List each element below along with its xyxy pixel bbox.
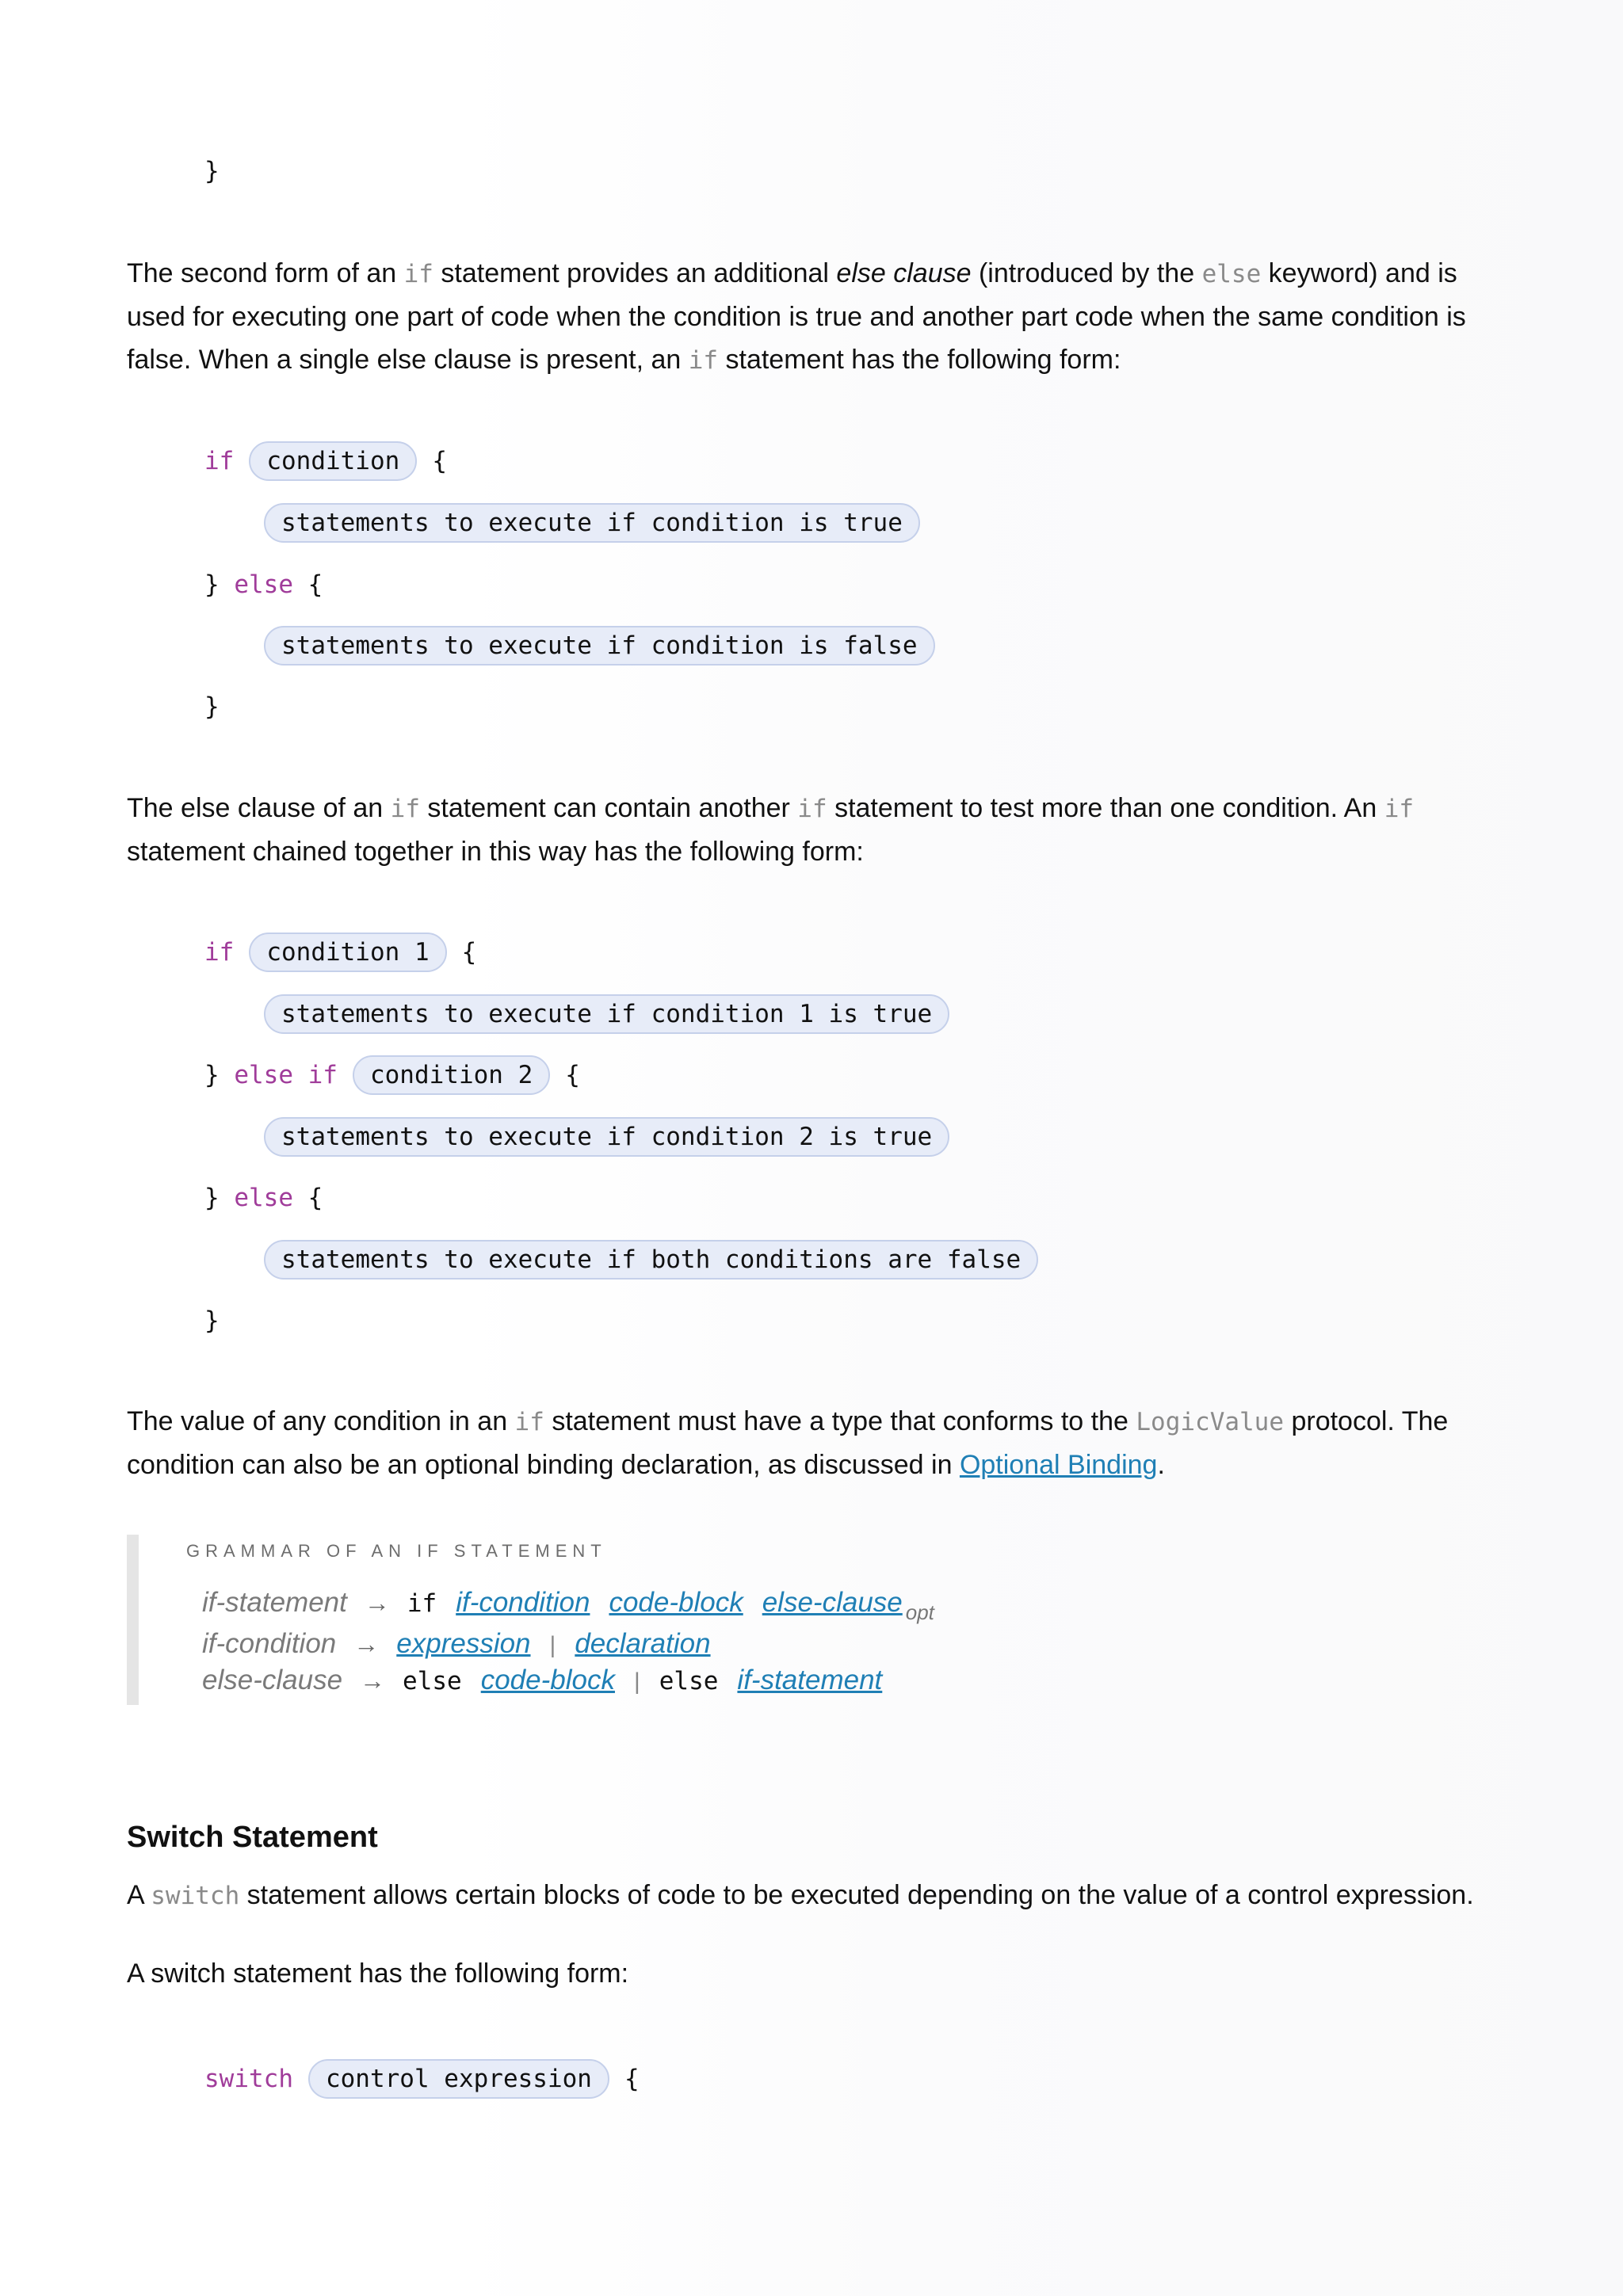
grammar-literal: if — [407, 1589, 437, 1618]
emphasis-text: else clause — [836, 258, 972, 288]
keyword-else: else — [234, 570, 293, 599]
inline-code: else — [1201, 260, 1262, 288]
brace: { — [624, 2065, 640, 2093]
paragraph-chained-if — [127, 787, 1506, 873]
grammar-row-else-clause — [202, 1665, 901, 1696]
declaration-link[interactable]: declaration — [575, 1628, 711, 1659]
arrow-icon: → — [364, 1589, 390, 1617]
paragraph-switch-intro — [127, 1874, 1506, 1917]
brace: } — [204, 1061, 235, 1089]
optional-binding-link[interactable]: Optional Binding — [959, 1450, 1158, 1480]
code-line-else-if — [204, 1055, 580, 1096]
code-line-if — [204, 441, 447, 482]
inline-code: if — [797, 795, 827, 823]
code-line-switch — [204, 2058, 640, 2100]
placeholder-statements: statements to execute if both conditions are false — [264, 1240, 1038, 1280]
inline-code: if — [390, 795, 420, 823]
paragraph-logic-value — [127, 1400, 1506, 1486]
inline-code: if — [1384, 795, 1415, 823]
text: The second form of an — [127, 258, 404, 288]
text: statement provides an additional — [433, 258, 837, 288]
text: The value of any condition in an — [127, 1406, 515, 1436]
text: (introduced by the — [971, 258, 1202, 288]
text: keyword) and is used for executing one part of code when the condition is true and another part code when the same condition is false. When a single else clause is present, an — [127, 258, 1466, 375]
code-line-statements-2 — [264, 1116, 949, 1158]
grammar-literal: else — [403, 1667, 462, 1695]
text: A switch statement has the following form: — [127, 1958, 629, 1989]
brace: { — [292, 1184, 323, 1212]
text: protocol. The condition can also be an optional binding declaration, as discussed in — [127, 1406, 1449, 1480]
if-condition-link[interactable]: if-condition — [456, 1587, 590, 1618]
optional-marker: opt — [905, 1600, 934, 1624]
keyword-else-if: else if — [234, 1061, 338, 1089]
code-block-link[interactable]: code-block — [609, 1587, 743, 1618]
code-line-close — [204, 1300, 220, 1341]
inline-code: switch — [151, 1882, 240, 1910]
placeholder-condition: condition 2 — [353, 1055, 550, 1095]
inline-code: if — [403, 260, 433, 288]
section-heading: Switch Statement — [127, 1821, 378, 1854]
text: statement must have a type that conforms to the — [544, 1406, 1136, 1436]
brace: } — [204, 1184, 235, 1212]
placeholder-condition: condition — [249, 441, 417, 481]
grammar-row-if-condition — [202, 1628, 730, 1660]
arrow-icon: → — [353, 1630, 380, 1658]
placeholder-statements: statements to execute if condition is false — [264, 626, 935, 666]
code-block-link[interactable]: code-block — [480, 1665, 615, 1695]
code-close-brace — [204, 151, 220, 192]
alternative-separator: | — [633, 1669, 640, 1695]
grammar-name: if-condition — [202, 1628, 337, 1659]
code-line-statements-true — [264, 502, 920, 543]
else-clause-link[interactable]: else-clause — [762, 1587, 903, 1618]
keyword-if: if — [204, 938, 235, 967]
code-line-else — [204, 564, 323, 605]
inline-code: if — [688, 346, 719, 375]
brace: } — [204, 570, 235, 599]
brace: { — [432, 447, 447, 475]
text: . — [1157, 1450, 1165, 1480]
text: statement to test more than one condition. An — [827, 793, 1384, 823]
arrow-icon: → — [360, 1666, 386, 1695]
alternative-separator: | — [549, 1632, 556, 1658]
text: A — [127, 1880, 151, 1910]
keyword-if: if — [204, 447, 235, 475]
inline-code: LogicValue — [1136, 1408, 1285, 1436]
placeholder-condition: condition 1 — [249, 933, 446, 972]
brace: { — [292, 570, 323, 599]
placeholder-control-expression: control expression — [308, 2059, 609, 2099]
grammar-title: GRAMMAR OF AN IF STATEMENT — [186, 1541, 607, 1561]
inline-code: if — [514, 1408, 544, 1436]
brace: } — [204, 1306, 220, 1335]
grammar-row-if-statement — [202, 1587, 934, 1624]
brace: { — [461, 938, 477, 967]
code-line-else — [204, 1177, 323, 1219]
if-statement-link[interactable]: if-statement — [737, 1665, 883, 1695]
paragraph-switch-form — [127, 1952, 1506, 1995]
code-line-statements-3 — [264, 1239, 1038, 1280]
text: statement has the following form: — [718, 345, 1121, 375]
grammar-name: else-clause — [202, 1665, 343, 1695]
brace-text: } — [204, 157, 220, 185]
code-line-statements-false — [264, 625, 935, 666]
grammar-box — [127, 1535, 934, 1705]
brace: { — [565, 1061, 580, 1089]
placeholder-statements: statements to execute if condition 1 is true — [264, 994, 949, 1034]
text: statement can contain another — [419, 793, 798, 823]
keyword-else: else — [234, 1184, 293, 1212]
paragraph-else-clause — [127, 252, 1506, 382]
placeholder-statements: statements to execute if condition 2 is true — [264, 1117, 949, 1157]
grammar-literal: else — [659, 1667, 719, 1695]
grammar-name: if-statement — [202, 1587, 347, 1618]
code-line-statements-1 — [264, 994, 949, 1035]
code-line-if — [204, 932, 476, 973]
text: The else clause of an — [127, 793, 391, 823]
text: statement allows certain blocks of code to be executed depending on the value of a control expression. — [239, 1880, 1474, 1910]
text: statement chained together in this way has the following form: — [127, 837, 864, 867]
code-line-close — [204, 686, 220, 727]
placeholder-statements: statements to execute if condition is true — [264, 503, 920, 543]
brace: } — [204, 692, 220, 721]
expression-link[interactable]: expression — [396, 1628, 531, 1659]
keyword-switch: switch — [204, 2065, 293, 2093]
